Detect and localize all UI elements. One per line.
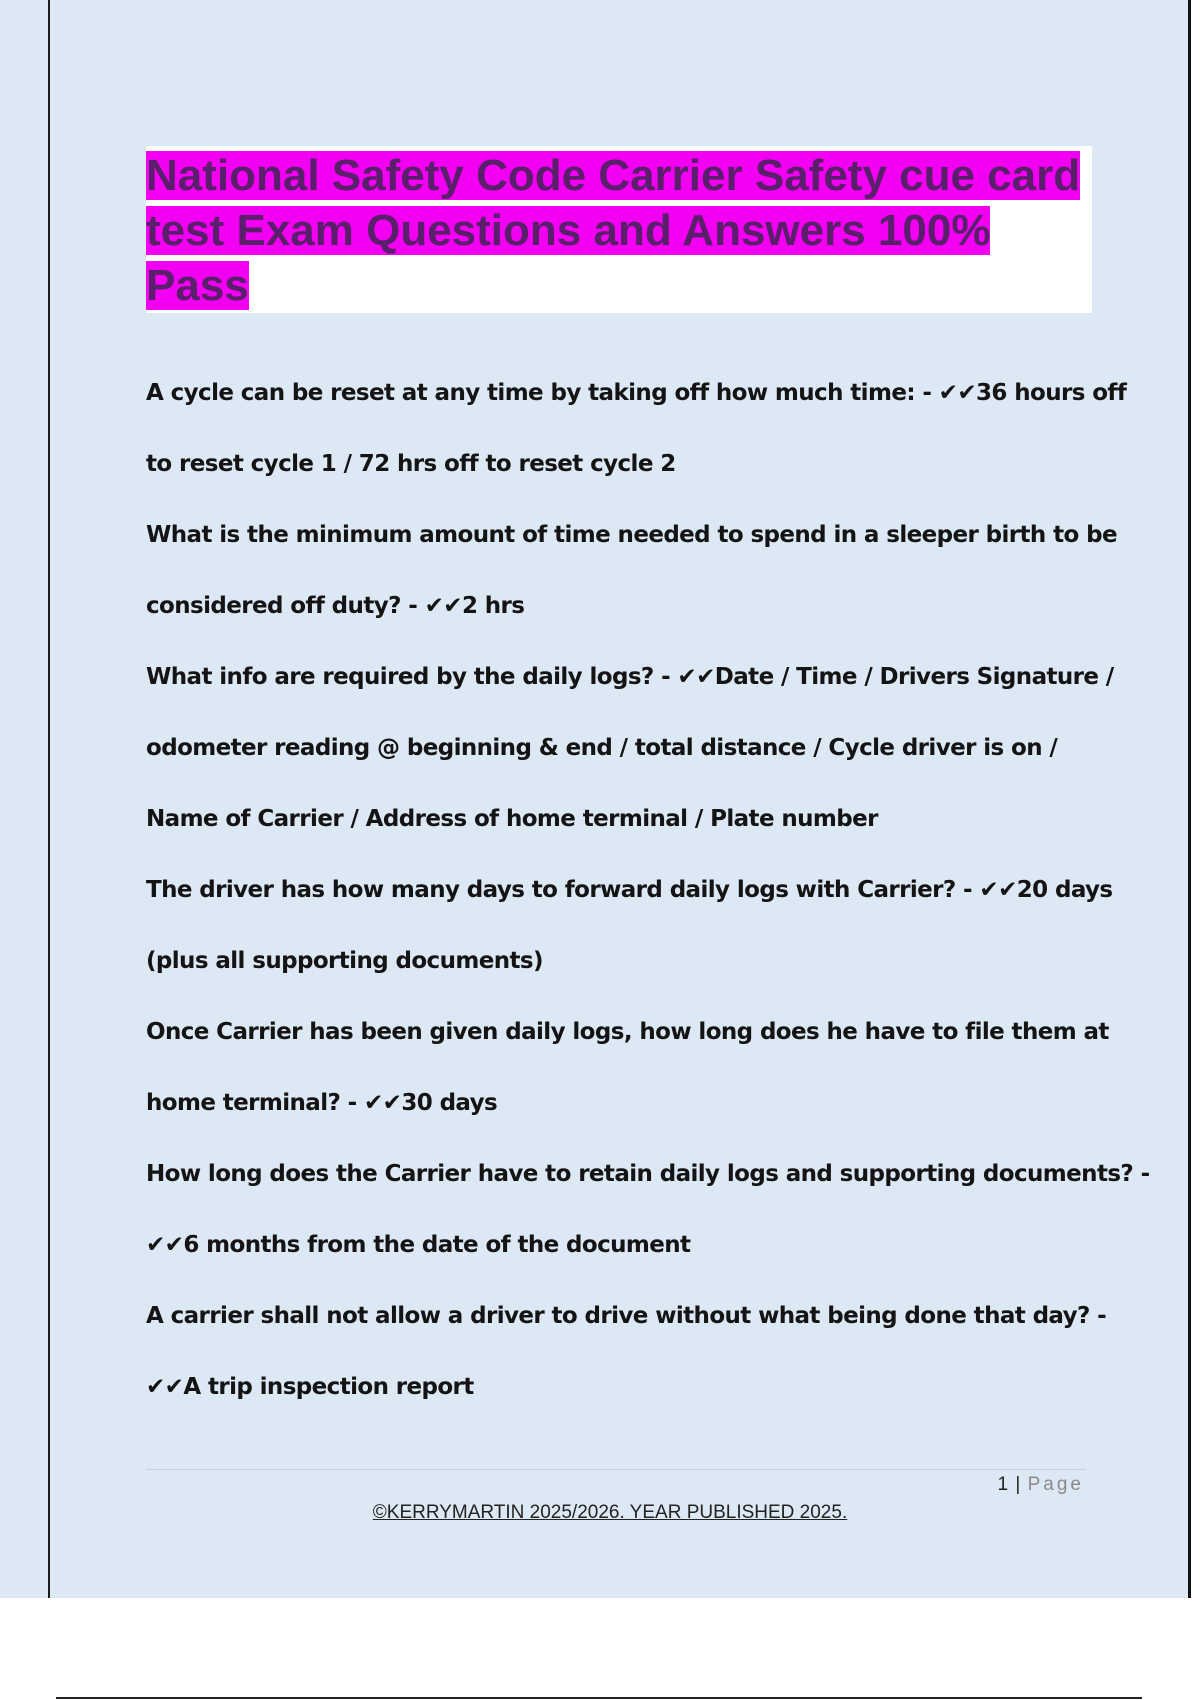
qa-line: A cycle can be reset at any time by taking off how much time: - ✔✔36 hours off (146, 380, 1127, 406)
qa-line: How long does the Carrier have to retain daily logs and supporting documents? - (146, 1161, 1150, 1187)
qa-line: The driver has how many days to forward daily logs with Carrier? - ✔✔20 days (146, 877, 1113, 903)
left-margin-rule (48, 0, 50, 1598)
copyright-notice: ©KERRYMARTIN 2025/2026. YEAR PUBLISHED 2025. (372, 1502, 848, 1523)
footer-divider (146, 1469, 1086, 1470)
qa-line: ✔✔A trip inspection report (146, 1374, 474, 1400)
page-number-value: 1 (997, 1474, 1010, 1495)
page-label: Page (1027, 1474, 1084, 1495)
title-highlight: National Safety Code Carrier Safety cue card test Exam Questions and Answers 100% Pass (146, 151, 1081, 310)
qa-line: (plus all supporting documents) (146, 948, 543, 974)
qa-line: Once Carrier has been given daily logs, how long does he have to file them at (146, 1019, 1109, 1045)
page-number (998, 1474, 1084, 1496)
qa-line: What info are required by the daily logs? - ✔✔Date / Time / Drivers Signature / (146, 664, 1114, 690)
qa-line: considered off duty? - ✔✔2 hrs (146, 593, 525, 619)
next-page-top-rule (56, 1697, 1142, 1699)
page-number-separator: | (1015, 1474, 1022, 1495)
qa-line: odometer reading @ beginning & end / total distance / Cycle driver is on / (146, 735, 1058, 761)
document-title (146, 148, 1092, 313)
qa-line: to reset cycle 1 / 72 hrs off to reset cycle 2 (146, 451, 676, 477)
qa-line: home terminal? - ✔✔30 days (146, 1090, 498, 1116)
qa-content (146, 378, 1150, 1443)
qa-line: A carrier shall not allow a driver to drive without what being done that day? - (146, 1303, 1107, 1329)
qa-line: ✔✔6 months from the date of the document (146, 1232, 691, 1258)
qa-line: What is the minimum amount of time needed to spend in a sleeper birth to be (146, 522, 1117, 548)
qa-line: Name of Carrier / Address of home terminal / Plate number (146, 806, 878, 832)
